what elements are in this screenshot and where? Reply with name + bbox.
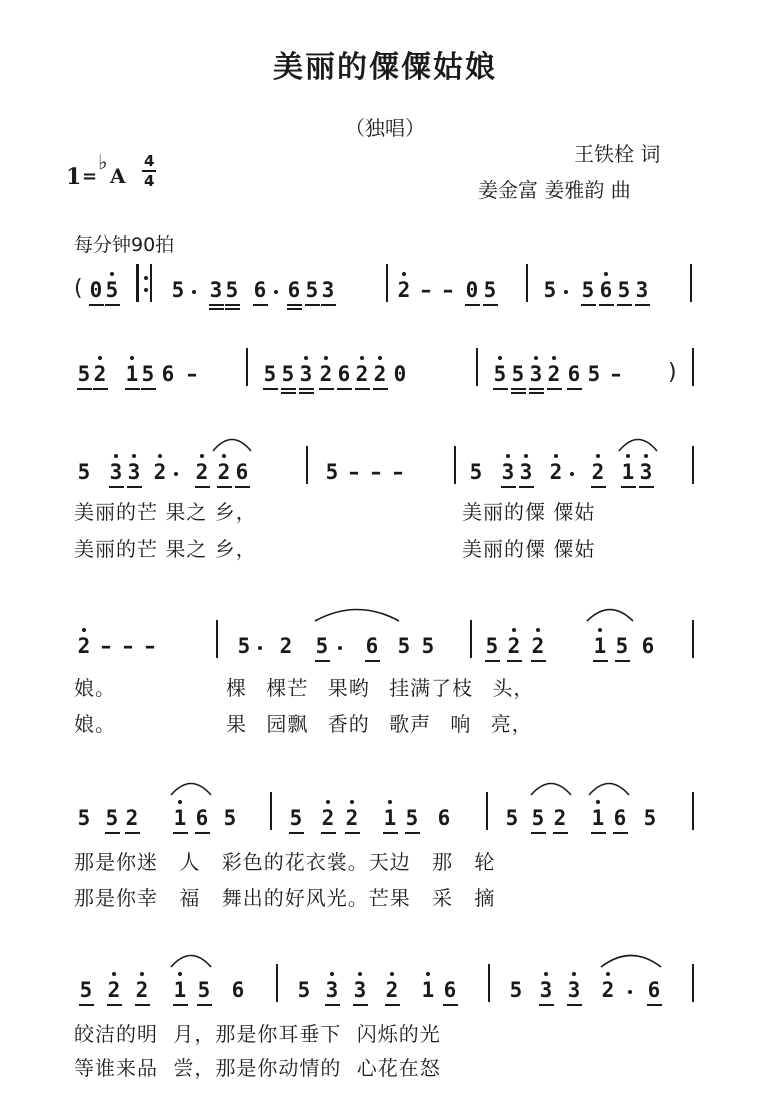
note: 2	[547, 362, 561, 386]
note: 2	[553, 806, 567, 830]
beat-underline	[529, 392, 544, 394]
beat-underline	[263, 388, 278, 390]
octave-dot	[112, 972, 116, 976]
octave-dot	[498, 356, 502, 360]
octave-dot	[330, 972, 334, 976]
note: 2	[385, 978, 399, 1002]
song-subtitle: （独唱）	[345, 116, 425, 140]
beat-underline	[507, 660, 522, 662]
beat-underline	[321, 832, 336, 834]
beat-underline	[217, 486, 232, 488]
note: 0	[89, 278, 103, 302]
note: 6	[337, 362, 351, 386]
note: 5	[587, 362, 601, 386]
beat-underline	[617, 304, 632, 306]
dash-mark: –	[392, 460, 404, 484]
note: 1	[173, 806, 187, 830]
duration-dot	[564, 290, 568, 294]
octave-dot	[130, 356, 134, 360]
octave-dot	[554, 454, 558, 458]
octave-dot	[358, 972, 362, 976]
note: 0	[393, 362, 407, 386]
beat-underline	[581, 304, 596, 306]
slur-mark	[170, 952, 212, 968]
note: 5	[297, 978, 311, 1002]
octave-dot	[506, 454, 510, 458]
note: 6	[253, 278, 267, 302]
note: 1	[591, 806, 605, 830]
octave-dot	[222, 454, 226, 458]
note: 5	[315, 634, 329, 658]
beat-underline	[299, 388, 314, 390]
note: 6	[437, 806, 451, 830]
note: 5	[105, 806, 119, 830]
note: 3	[567, 978, 581, 1002]
note: 2	[195, 460, 209, 484]
beat-underline	[647, 1004, 662, 1006]
beat-underline	[209, 304, 224, 306]
barline	[386, 264, 388, 302]
slur-mark	[530, 780, 572, 796]
tempo-marking: 每分钟90拍	[74, 234, 175, 256]
repeat-bar	[136, 264, 139, 302]
beat-underline	[305, 304, 320, 306]
note: 5	[617, 278, 631, 302]
note: 3	[325, 978, 339, 1002]
beat-underline	[195, 832, 210, 834]
barline	[276, 964, 278, 1002]
octave-dot	[644, 454, 648, 458]
note: 5	[171, 278, 185, 302]
lyric-line-8: 等谁来品 尝，那是你动情的 心花在怒	[74, 1056, 441, 1080]
duration-dot	[192, 290, 196, 294]
note: 1	[125, 362, 139, 386]
note: 2	[373, 362, 387, 386]
close-paren: )	[668, 360, 677, 385]
slur-mark	[588, 780, 630, 796]
lyric-line-5: 那是你迷 人 彩色的花衣裳。天边 那 轮	[74, 850, 496, 874]
beat-underline	[547, 388, 562, 390]
beat-underline	[519, 486, 534, 488]
beat-underline	[79, 1004, 94, 1006]
note: 3	[353, 978, 367, 1002]
beat-underline	[511, 388, 526, 390]
dash-mark: –	[122, 634, 134, 658]
note: 3	[109, 460, 123, 484]
note: 1	[383, 806, 397, 830]
barline	[270, 792, 272, 830]
note: 5	[325, 460, 339, 484]
lyric-line-3a: 娘。	[74, 676, 116, 700]
beat-underline	[281, 388, 296, 390]
note: 5	[289, 806, 303, 830]
dash-mark: –	[348, 460, 360, 484]
note: 6	[567, 362, 581, 386]
note: 5	[141, 362, 155, 386]
beat-underline	[105, 304, 120, 306]
beat-underline	[591, 486, 606, 488]
key-signature	[62, 150, 172, 196]
dash-mark: –	[420, 278, 432, 302]
duration-dot	[570, 472, 574, 476]
note: 5	[421, 634, 435, 658]
note: 2	[591, 460, 605, 484]
beat-underline	[93, 388, 108, 390]
octave-dot	[114, 454, 118, 458]
note: 2	[77, 634, 91, 658]
octave-dot	[110, 272, 114, 276]
note: 2	[279, 634, 293, 658]
octave-dot	[596, 800, 600, 804]
duration-dot	[174, 472, 178, 476]
beat-underline	[235, 486, 250, 488]
note: 2	[153, 460, 167, 484]
note: 2	[125, 806, 139, 830]
note: 3	[529, 362, 543, 386]
beat-underline	[553, 832, 568, 834]
octave-dot	[140, 972, 144, 976]
beat-underline	[321, 304, 336, 306]
octave-dot	[402, 272, 406, 276]
note: 2	[135, 978, 149, 1002]
duration-dot	[258, 646, 262, 650]
song-title: 美丽的僳僳姑娘	[273, 50, 497, 85]
note: 5	[483, 278, 497, 302]
octave-dot	[378, 356, 382, 360]
beat-underline	[141, 388, 156, 390]
note: 5	[493, 362, 507, 386]
note: 2	[507, 634, 521, 658]
beat-underline	[345, 832, 360, 834]
barline	[306, 446, 308, 484]
octave-dot	[388, 800, 392, 804]
octave-dot	[524, 454, 528, 458]
lyric-line-1b: 美丽的僳 僳姑	[462, 500, 596, 524]
beat-underline	[107, 1004, 122, 1006]
slur-mark	[600, 952, 662, 968]
beat-underline	[195, 486, 210, 488]
beat-underline	[405, 832, 420, 834]
barline	[692, 620, 694, 658]
duration-dot	[274, 290, 278, 294]
barline	[690, 264, 692, 302]
octave-dot	[326, 800, 330, 804]
beat-underline	[613, 832, 628, 834]
barline	[692, 964, 694, 1002]
slur-mark	[170, 780, 212, 796]
time-beats: 4	[144, 152, 155, 170]
dash-mark: –	[144, 634, 156, 658]
note: 3	[209, 278, 223, 302]
beat-underline	[105, 832, 120, 834]
note: 6	[195, 806, 209, 830]
barline	[454, 446, 456, 484]
octave-dot	[178, 972, 182, 976]
beat-underline	[539, 1004, 554, 1006]
beat-underline	[465, 304, 480, 306]
key-tonic: 1	[66, 164, 82, 190]
beat-underline	[531, 832, 546, 834]
open-paren: (	[74, 276, 83, 301]
beat-underline	[639, 486, 654, 488]
beat-underline	[281, 392, 296, 394]
beat-underline	[287, 304, 302, 306]
note: 2	[93, 362, 107, 386]
beat-underline	[501, 486, 516, 488]
note: 1	[173, 978, 187, 1002]
dash-mark: –	[100, 634, 112, 658]
barline	[692, 446, 694, 484]
octave-dot	[606, 972, 610, 976]
lyric-line-6: 那是你幸 福 舞出的好风光。芒果 采 摘	[74, 886, 496, 910]
barline	[692, 792, 694, 830]
composer-credit: 姜金富 姜雅韵 曲	[478, 178, 631, 202]
barline	[216, 620, 218, 658]
octave-dot	[604, 272, 608, 276]
barline	[488, 964, 490, 1002]
barline	[526, 264, 528, 302]
note: 3	[501, 460, 515, 484]
note: 6	[231, 978, 245, 1002]
note: 5	[77, 806, 91, 830]
repeat-dot	[144, 276, 148, 280]
repeat-dot	[144, 288, 148, 292]
note: 3	[519, 460, 533, 484]
dash-mark: –	[442, 278, 454, 302]
note: 5	[77, 362, 91, 386]
beat-underline	[89, 304, 104, 306]
dash-mark: –	[186, 362, 198, 386]
octave-dot	[304, 356, 308, 360]
beat-underline	[615, 660, 630, 662]
beat-underline	[531, 660, 546, 662]
duration-dot	[338, 646, 342, 650]
barline	[486, 792, 488, 830]
lyric-line-2a: 美丽的芒 果之 乡，	[74, 537, 257, 561]
octave-dot	[178, 800, 182, 804]
beat-underline	[173, 1004, 188, 1006]
octave-dot	[572, 972, 576, 976]
beat-underline	[485, 660, 500, 662]
beat-underline	[443, 1004, 458, 1006]
beat-underline	[289, 832, 304, 834]
beat-underline	[173, 832, 188, 834]
octave-dot	[82, 628, 86, 632]
octave-dot	[390, 972, 394, 976]
beat-underline	[197, 1004, 212, 1006]
slur-mark	[212, 436, 252, 452]
note: 6	[647, 978, 661, 1002]
note: 5	[469, 460, 483, 484]
note: 6	[287, 278, 301, 302]
beat-underline	[373, 388, 388, 390]
note: 2	[319, 362, 333, 386]
note: 3	[127, 460, 141, 484]
note: 2	[397, 278, 411, 302]
beat-underline	[109, 486, 124, 488]
note: 3	[635, 278, 649, 302]
note: 5	[543, 278, 557, 302]
note: 0	[465, 278, 479, 302]
note: 6	[443, 978, 457, 1002]
dash-mark: –	[610, 362, 622, 386]
beat-underline	[125, 388, 140, 390]
beat-underline	[127, 486, 142, 488]
note: 2	[601, 978, 615, 1002]
lyric-line-4a: 娘。	[74, 712, 116, 736]
octave-dot	[158, 454, 162, 458]
note: 6	[365, 634, 379, 658]
note: 5	[509, 978, 523, 1002]
beat-underline	[635, 304, 650, 306]
note: 2	[531, 634, 545, 658]
beat-underline	[591, 832, 606, 834]
note: 5	[105, 278, 119, 302]
octave-dot	[132, 454, 136, 458]
note: 5	[223, 806, 237, 830]
note: 2	[321, 806, 335, 830]
beat-underline	[299, 392, 314, 394]
flat-icon: ♭	[98, 150, 108, 174]
beat-underline	[225, 308, 240, 310]
octave-dot	[536, 628, 540, 632]
beat-underline	[621, 486, 636, 488]
note: 3	[539, 978, 553, 1002]
octave-dot	[324, 356, 328, 360]
note: 5	[77, 460, 91, 484]
beat-underline	[209, 308, 224, 310]
note: 6	[599, 278, 613, 302]
note: 2	[107, 978, 121, 1002]
octave-dot	[534, 356, 538, 360]
key-equals: =	[82, 166, 98, 187]
note: 5	[531, 806, 545, 830]
octave-dot	[544, 972, 548, 976]
slur-mark	[618, 436, 658, 452]
lyric-line-1a: 美丽的芒 果之 乡，	[74, 500, 257, 524]
beat-underline	[135, 1004, 150, 1006]
note: 3	[639, 460, 653, 484]
note: 5	[581, 278, 595, 302]
barline	[692, 348, 694, 386]
beat-underline	[253, 304, 268, 306]
beat-underline	[77, 388, 92, 390]
note: 5	[643, 806, 657, 830]
octave-dot	[598, 628, 602, 632]
lyric-line-2b: 美丽的僳 僳姑	[462, 537, 596, 561]
beat-underline	[337, 388, 352, 390]
lyricist-credit: 王铁栓 词	[574, 142, 661, 166]
dash-mark: –	[370, 460, 382, 484]
octave-dot	[350, 800, 354, 804]
beat-underline	[287, 308, 302, 310]
note: 5	[615, 634, 629, 658]
beat-underline	[567, 388, 582, 390]
beat-underline	[125, 832, 140, 834]
beat-underline	[365, 660, 380, 662]
note: 5	[237, 634, 251, 658]
note: 5	[397, 634, 411, 658]
barline	[246, 348, 248, 386]
octave-dot	[98, 356, 102, 360]
note: 2	[345, 806, 359, 830]
note: 3	[321, 278, 335, 302]
note: 3	[299, 362, 313, 386]
octave-dot	[200, 454, 204, 458]
slur-mark	[314, 606, 400, 622]
barline	[476, 348, 478, 386]
note: 5	[305, 278, 319, 302]
beat-underline	[383, 832, 398, 834]
note: 5	[197, 978, 211, 1002]
note: 1	[621, 460, 635, 484]
beat-underline	[483, 304, 498, 306]
note: 6	[641, 634, 655, 658]
octave-dot	[626, 454, 630, 458]
note: 5	[511, 362, 525, 386]
note: 1	[593, 634, 607, 658]
key-note: A	[110, 164, 126, 188]
note: 5	[505, 806, 519, 830]
lyric-line-4b: 果 园飘 香的 歌声 响 亮，	[226, 712, 533, 736]
octave-dot	[426, 972, 430, 976]
note: 5	[263, 362, 277, 386]
note: 5	[485, 634, 499, 658]
note: 6	[235, 460, 249, 484]
beat-underline	[493, 388, 508, 390]
beat-underline	[355, 388, 370, 390]
note: 2	[549, 460, 563, 484]
beat-underline	[529, 388, 544, 390]
beat-underline	[599, 304, 614, 306]
note: 5	[281, 362, 295, 386]
beat-underline	[567, 1004, 582, 1006]
beat-underline	[325, 1004, 340, 1006]
octave-dot	[596, 454, 600, 458]
note: 6	[161, 362, 175, 386]
note: 5	[79, 978, 93, 1002]
duration-dot	[628, 990, 632, 994]
barline	[470, 620, 472, 658]
beat-underline	[511, 392, 526, 394]
beat-underline	[385, 1004, 400, 1006]
beat-underline	[225, 304, 240, 306]
note: 2	[217, 460, 231, 484]
beat-underline	[593, 660, 608, 662]
note: 5	[225, 278, 239, 302]
octave-dot	[552, 356, 556, 360]
octave-dot	[512, 628, 516, 632]
beat-underline	[319, 388, 334, 390]
note: 5	[405, 806, 419, 830]
note: 6	[613, 806, 627, 830]
note: 2	[355, 362, 369, 386]
note: 1	[421, 978, 435, 1002]
barline	[150, 264, 152, 302]
lyric-line-3b: 棵 棵芒 果哟 挂满了枝 头，	[226, 676, 535, 700]
time-unit: 4	[144, 172, 155, 190]
lyric-line-7: 皎洁的明 月，那是你耳垂下 闪烁的光	[74, 1022, 441, 1046]
slur-mark	[586, 606, 634, 622]
beat-underline	[353, 1004, 368, 1006]
octave-dot	[360, 356, 364, 360]
beat-underline	[315, 660, 330, 662]
